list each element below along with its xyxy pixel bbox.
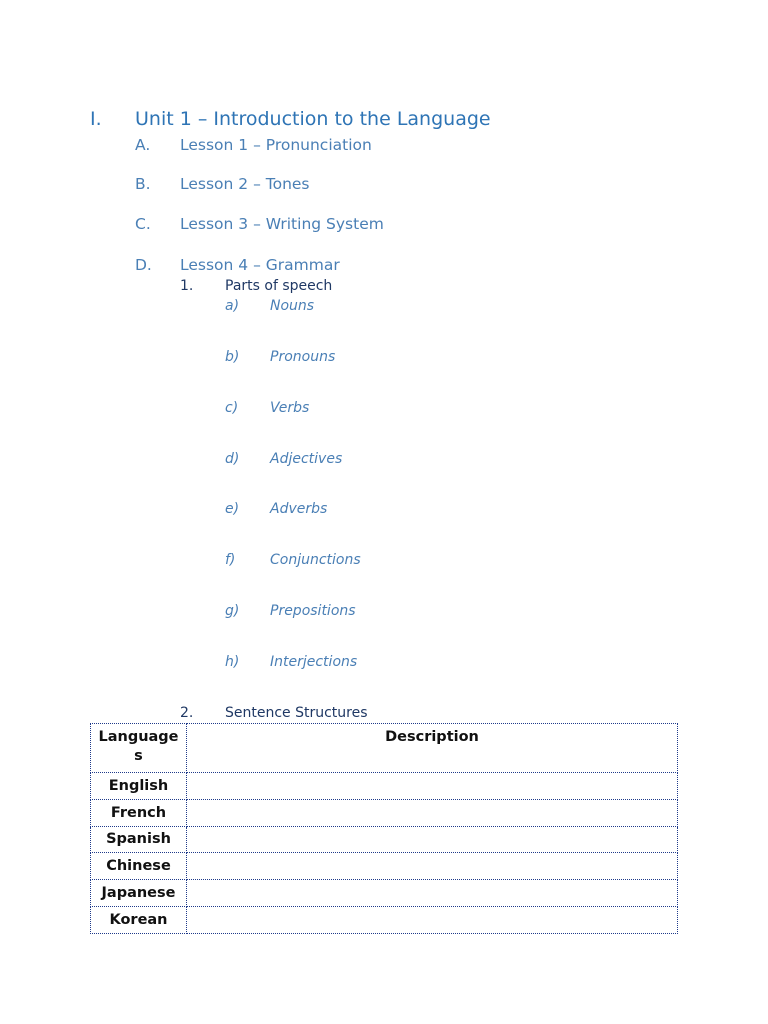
pos-item: Prepositions xyxy=(270,603,356,619)
table-row xyxy=(91,799,678,826)
unit-title: Unit 1 – Introduction to the Language xyxy=(135,108,491,130)
pos-marker: a) xyxy=(225,298,240,314)
pos-item: Conjunctions xyxy=(270,552,361,568)
lesson-marker: D. xyxy=(135,256,152,274)
description-cell[interactable] xyxy=(187,773,678,800)
topic-title: Sentence Structures xyxy=(225,705,368,721)
description-cell[interactable] xyxy=(187,880,678,907)
language-cell: English xyxy=(91,773,187,800)
table-row xyxy=(91,853,678,880)
pos-item: Pronouns xyxy=(270,349,336,365)
languages-header-line2: s xyxy=(134,748,143,764)
topic-title: Parts of speech xyxy=(225,278,333,294)
language-cell: Korean xyxy=(91,906,187,933)
topic-marker: 2. xyxy=(180,705,194,721)
pos-marker: e) xyxy=(225,501,240,517)
pos-item: Verbs xyxy=(270,400,310,416)
lesson-title: Lesson 3 – Writing System xyxy=(180,215,384,233)
lesson-title: Lesson 4 – Grammar xyxy=(180,256,340,274)
description-cell[interactable] xyxy=(187,799,678,826)
language-cell: Chinese xyxy=(91,853,187,880)
pos-marker: d) xyxy=(225,451,240,467)
lesson-marker: A. xyxy=(135,136,151,154)
pos-marker: f) xyxy=(225,552,236,568)
table-row xyxy=(91,906,678,933)
pos-item: Interjections xyxy=(270,654,358,670)
table-row xyxy=(91,826,678,853)
pos-marker: b) xyxy=(225,349,240,365)
languages-table xyxy=(90,723,678,934)
lesson-marker: B. xyxy=(135,175,151,193)
pos-item: Adverbs xyxy=(270,501,328,517)
table-row xyxy=(91,880,678,907)
pos-marker: c) xyxy=(225,400,239,416)
table-header-row xyxy=(91,724,678,773)
lesson-title: Lesson 2 – Tones xyxy=(180,175,310,193)
topic-marker: 1. xyxy=(180,278,194,294)
pos-item: Nouns xyxy=(270,298,315,314)
lesson-marker: C. xyxy=(135,215,151,233)
language-cell: French xyxy=(91,799,187,826)
language-cell: Japanese xyxy=(91,880,187,907)
pos-marker: g) xyxy=(225,603,240,619)
pos-item: Adjectives xyxy=(270,451,343,467)
languages-header xyxy=(91,724,187,773)
description-cell[interactable] xyxy=(187,906,678,933)
description-header: Description xyxy=(187,724,678,773)
language-cell: Spanish xyxy=(91,826,187,853)
pos-marker: h) xyxy=(225,654,240,670)
description-cell[interactable] xyxy=(187,853,678,880)
table-row xyxy=(91,773,678,800)
lesson-title: Lesson 1 – Pronunciation xyxy=(180,136,372,154)
description-cell[interactable] xyxy=(187,826,678,853)
languages-header-line1: Language xyxy=(98,729,179,745)
unit-marker: I. xyxy=(90,108,102,130)
